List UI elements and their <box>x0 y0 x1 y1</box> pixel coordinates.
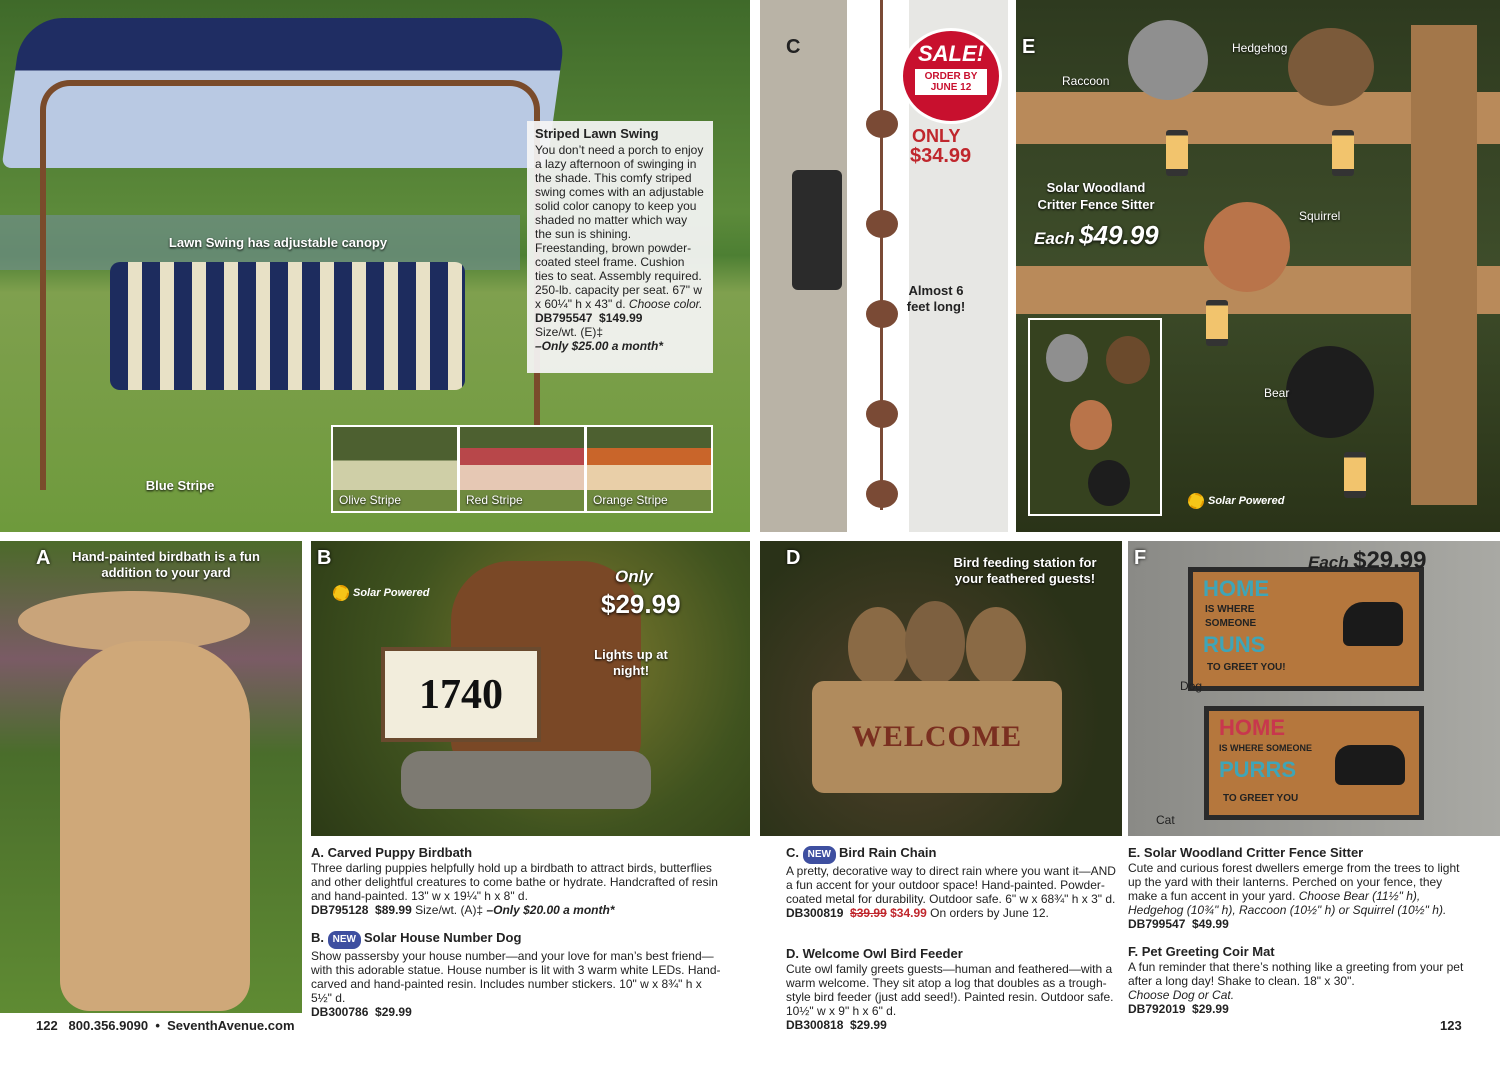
rain-chain-photo <box>760 0 1008 532</box>
price-e: $49.99 <box>1192 917 1229 931</box>
swing-box-choose: Choose color. <box>628 297 703 311</box>
owl-figure <box>905 601 965 685</box>
body-a: Three darling puppies helpfully hold up a birdbath to attract birds, butterflies and other delightful creatures to come bathe or hydrate. Handcrafted of resin and hand-painted. 13" w x 19¼" h x 8" d. <box>311 861 718 903</box>
coir-mat-photo <box>1128 541 1500 836</box>
copy-f <box>1128 944 1474 1016</box>
raccoon-label: Raccoon <box>1062 74 1110 88</box>
sun-icon <box>333 585 349 601</box>
price-d: $29.99 <box>850 1018 887 1032</box>
thumb-olive-stripe[interactable]: Olive Stripe <box>331 425 459 513</box>
choose-e: Choose Bear (11½" h), Hedgehog (10¾" h), Raccoon (10½" h) or Squirrel (10½" h). <box>1128 889 1447 917</box>
sku-c: DB300819 <box>786 906 844 920</box>
section-letter-c: C <box>786 36 801 58</box>
bear-label: Bear <box>1264 386 1290 400</box>
section-letter-a: A <box>36 547 51 569</box>
sku-a: DB795128 <box>311 903 369 917</box>
owl-figure <box>848 607 908 687</box>
new-badge: NEW <box>803 846 836 864</box>
title-a: A. Carved Puppy Birdbath <box>311 845 473 860</box>
owl-figure <box>966 607 1026 687</box>
cat-mat: HOME IS WHERE SOMEONE PURRS TO GREET YOU <box>1204 706 1424 820</box>
raccoon-figure <box>1128 20 1208 100</box>
inset-squirrel <box>1070 400 1112 450</box>
thumb-red-stripe[interactable]: Red Stripe <box>458 425 586 513</box>
chain-cup <box>866 210 898 238</box>
swing-box-size: Size/wt. (E)‡ <box>535 325 604 339</box>
title-b: Solar House Number Dog <box>363 930 522 945</box>
sku-b: DB300786 <box>311 1005 369 1019</box>
chain-cup <box>866 110 898 138</box>
inset-bear <box>1088 460 1130 506</box>
sku-d: DB300818 <box>786 1018 844 1032</box>
price-f: $29.99 <box>1192 1002 1229 1016</box>
swing-box-price: $149.99 <box>599 311 643 325</box>
copy-c: C. NEW Bird Rain Chain A pretty, decorative way to direct rain where you want it—AND a fun accent for your outdoor space! Hand-painted. Powder-coated metal for durability. Outdoor safe. 6" w x 68¾" h x 3" d. DB300819 $39.99 $34.99 On orders by June 12. <box>786 845 1116 920</box>
wall-lantern <box>792 170 842 290</box>
sku-f: DB792019 <box>1128 1002 1186 1016</box>
title-e: E. Solar Woodland Critter Fence Sitter <box>1128 845 1364 860</box>
welcome-sign: WELCOME <box>851 720 1023 753</box>
copy-e <box>1128 845 1474 931</box>
sku-e: DB799547 <box>1128 917 1186 931</box>
page-number-left: 122 <box>36 1018 58 1033</box>
lantern <box>1344 452 1366 498</box>
phone-number[interactable]: 800.356.9090 <box>68 1018 149 1033</box>
lights-caption: Lights up at night! <box>594 647 668 678</box>
lantern <box>1332 130 1354 176</box>
swing-box-month: –Only $25.00 a month* <box>535 339 664 353</box>
blue-stripe-label: Blue Stripe <box>145 478 215 493</box>
dog-silhouette <box>1343 602 1403 646</box>
swing-box-sku: DB795547 <box>535 311 593 325</box>
section-letter-f: F <box>1134 547 1147 569</box>
swing-info-box <box>527 121 713 373</box>
thumb-orange-stripe[interactable]: Orange Stripe <box>585 425 713 513</box>
sale-price: $34.99 <box>910 145 972 167</box>
price-b: $29.99 <box>375 1005 412 1019</box>
mat-price: Each $29.99 <box>1308 547 1427 574</box>
body-e: Cute and curious forest dwellers emerge from the trees to light up the yard with their lanterns. Perched on your fence, they make a fun accent in your yard. <box>1128 861 1460 903</box>
dog-mat-label: Dog <box>1180 679 1203 693</box>
dog-price: $29.99 <box>601 589 681 619</box>
section-letter-b: B <box>317 547 332 569</box>
sign-base <box>401 751 651 809</box>
copy-a <box>311 845 721 917</box>
number-sign <box>381 647 541 742</box>
critter-photo <box>1016 0 1500 532</box>
house-number-dog-photo <box>311 541 750 836</box>
sale-price-c: $34.99 <box>890 906 927 920</box>
hedgehog-figure <box>1288 28 1374 106</box>
welcome-log <box>812 681 1062 793</box>
choose-f: Choose Dog or Cat. <box>1128 988 1235 1002</box>
owl-caption: Bird feeding station for your feathered guests! <box>953 555 1097 586</box>
swing-box-title: Striped Lawn Swing <box>535 126 659 141</box>
dog-solar-badge: Solar Powered <box>333 585 429 601</box>
inset-raccoon <box>1046 334 1088 382</box>
website-link[interactable]: SeventhAvenue.com <box>167 1018 295 1033</box>
section-letter-d: D <box>786 547 801 569</box>
squirrel-figure <box>1204 202 1290 292</box>
hedgehog-label: Hedgehog <box>1232 41 1288 55</box>
sun-icon <box>1188 493 1204 509</box>
note-c: On orders by June 12. <box>930 906 1049 920</box>
section-letter-e: E <box>1022 36 1036 58</box>
house-number: 1740 <box>419 671 503 718</box>
swing-box-body: You don’t need a porch to enjoy a lazy afternoon of swinging in the shade. This comfy striped swing comes with an adjustable solid color canopy to keep you shaded no matter which way the sun is shining. Freestanding, brown powder-coated steel frame. Cushion ties to seat. Assembly required. 250-lb. capacity per seat. 67" w x 60¼" h x 43" d. <box>535 143 704 311</box>
chain-cup <box>866 400 898 428</box>
swing-photo <box>0 0 750 532</box>
body-f: A fun reminder that there’s nothing like a greeting from your pet after a long day! Shake to clean. 18" x 30". <box>1128 960 1464 988</box>
size-a: Size/wt. (A)‡ <box>415 903 484 917</box>
inset-hedgehog <box>1106 336 1150 384</box>
body-c: A pretty, decorative way to direct rain where you want it—AND a fun accent for your outdoor space! Hand-painted. Powder-coated metal for durability. Outdoor safe. 6" w x 68¾" h x 3" d. <box>786 864 1116 906</box>
old-price-c: $39.99 <box>850 906 887 920</box>
sale-badge: SALE! ORDER BY JUNE 12 <box>900 28 1002 124</box>
body-d: Cute owl family greets guests—human and feathered—with a warm welcome. They sit atop a log that doubles as a trough-style bird feeder (just add seed!). Painted resin. Outdoor safe. 10½" w x 9" h x 6" d. <box>786 962 1114 1018</box>
sale-only: ONLY <box>912 126 961 146</box>
critter-price: Each $49.99 <box>1034 220 1159 250</box>
bear-figure <box>1286 346 1374 438</box>
month-a: –Only $20.00 a month* <box>486 903 615 917</box>
owl-feeder-photo <box>760 541 1122 836</box>
copy-d <box>786 946 1122 1032</box>
puppy-stack <box>60 641 250 1011</box>
lantern <box>1166 130 1188 176</box>
cat-mat-label: Cat <box>1156 813 1175 827</box>
new-badge: NEW <box>328 931 361 949</box>
length-caption: Almost 6 feet long! <box>906 283 966 314</box>
price-a: $89.99 <box>375 903 412 917</box>
dog-only: Only <box>615 567 653 586</box>
critter-title: Solar Woodland Critter Fence Sitter <box>1037 180 1155 212</box>
fence-post <box>1411 25 1477 505</box>
birdbath-photo <box>0 541 302 1013</box>
birdbath-caption: Hand-painted birdbath is a fun addition to your yard <box>72 549 260 580</box>
lantern <box>1206 300 1228 346</box>
dog-mat: HOME IS WHERE SOMEONE RUNS TO GREET YOU! <box>1188 567 1424 691</box>
title-c: Bird Rain Chain <box>838 845 937 860</box>
page-number-right: 123 <box>1440 1018 1462 1033</box>
title-d: D. Welcome Owl Bird Feeder <box>786 946 963 961</box>
title-f: F. Pet Greeting Coir Mat <box>1128 944 1275 959</box>
canopy-caption: Lawn Swing has adjustable canopy <box>168 235 388 250</box>
footer-left: 122 800.356.9090 • SeventhAvenue.com <box>36 1018 295 1033</box>
chain-cup <box>866 480 898 508</box>
cat-silhouette <box>1335 745 1405 785</box>
critter-inset <box>1028 318 1162 516</box>
rain-chain <box>880 0 883 510</box>
copy-b: B. NEW Solar House Number Dog Show passersby your house number—and your love for man’s best friend—with this adorable statue. House number is lit with 3 warm white LEDs. Hand-carved and hand-painted resin. Includes number stickers. 10" w x 8¾" h x 5½" d. DB300786 $29.99 <box>311 930 721 1019</box>
body-b: Show passersby your house number—and your love for man’s best friend—with this adorable statue. House number is lit with 3 warm white LEDs. Hand-carved and hand-painted resin. Includes number stickers. 10" w x 8¾" h x 5½" d. <box>311 949 721 1005</box>
swing-cushion <box>110 262 465 390</box>
squirrel-label: Squirrel <box>1299 209 1341 223</box>
chain-cup <box>866 300 898 328</box>
critter-solar-badge: Solar Powered <box>1188 493 1284 509</box>
